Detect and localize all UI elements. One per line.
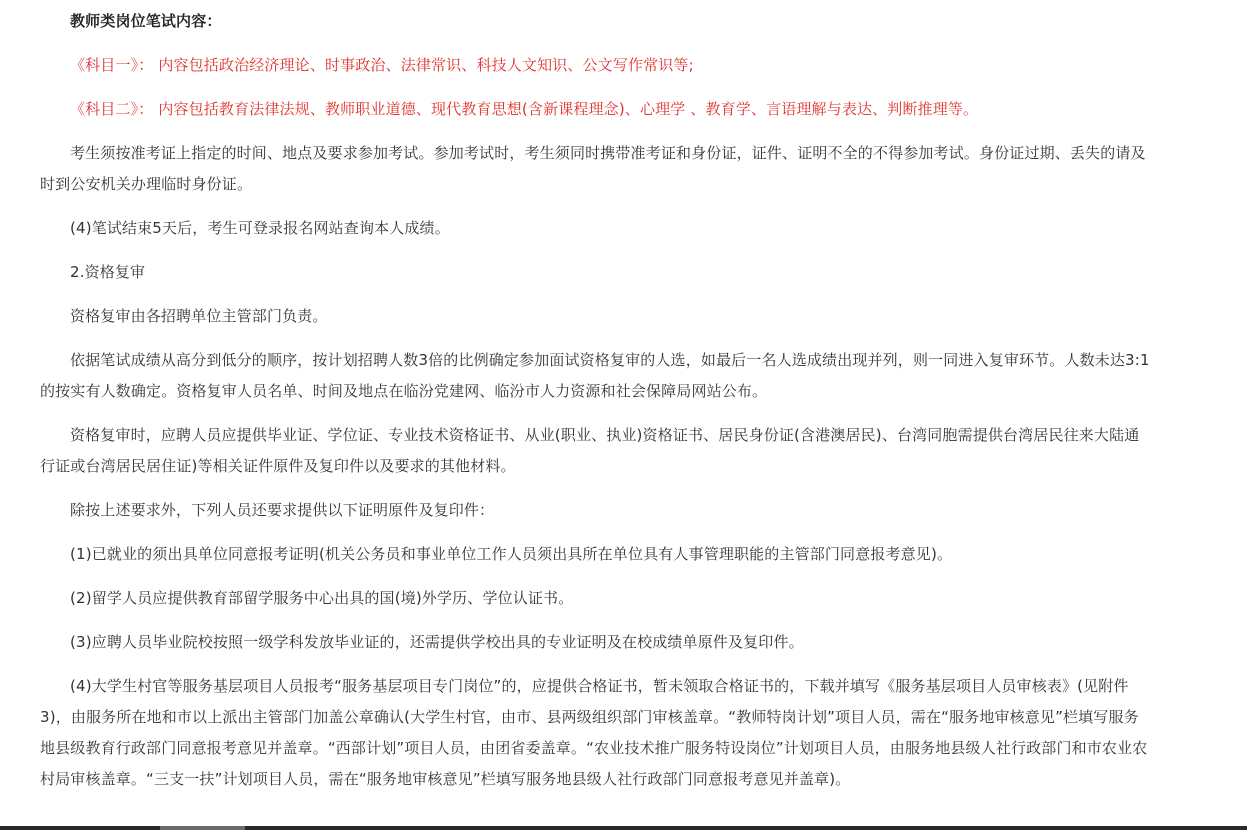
subject-one-text: 《科目一》： 内容包括政治经济理论、时事政治、法律常识、科技人文知识、公文写作常识等;: [70, 56, 694, 74]
article-body: [40, 0, 1152, 795]
list-item: (2)留学人员应提供教育部留学服务中心出具的国(境)外学历、学位认证书。: [70, 589, 574, 607]
list-item: (1)已就业的须出具单位同意报考证明(机关公务员和事业单位工作人员须出具所在单位具有人事管理职能的主管部门同意报考意见)。: [70, 545, 953, 563]
review-responsibility-paragraph: 资格复审由各招聘单位主管部门负责。: [70, 307, 328, 325]
scrollbar-thumb[interactable]: [160, 826, 245, 830]
exam-requirements-paragraph: 考生须按准考证上指定的时间、地点及要求参加考试。参加考试时，考生须同时携带准考证和身份证，证件、证明不全的不得参加考试。身份证过期、丢失的请及时到公安机关办理临时身份证。: [40, 144, 1146, 193]
review-documents-paragraph: 资格复审时，应聘人员应提供毕业证、学位证、专业技术资格证书、从业(职业、执业)资格证书、居民身份证(含港澳居民)、台湾同胞需提供台湾居民往来大陆通行证或台湾居民居住证)等相关证件原件及复印件以及要求的其他材料。: [40, 426, 1140, 475]
section-heading: 教师类岗位笔试内容：: [70, 12, 222, 30]
subject-two-text: 《科目二》： 内容包括教育法律法规、教师职业道德、现代教育思想(含新课程理念)、心理学 、教育学、言语理解与表达、判断推理等。: [70, 100, 979, 118]
score-query-paragraph: (4)笔试结束5天后，考生可登录报名网站查询本人成绩。: [70, 219, 450, 237]
horizontal-scrollbar[interactable]: [0, 826, 1247, 830]
additional-requirements-paragraph: 除按上述要求外，下列人员还要求提供以下证明原件及复印件：: [70, 501, 495, 519]
list-item: (3)应聘人员毕业院校按照一级学科发放毕业证的，还需提供学校出具的专业证明及在校成绩单原件及复印件。: [70, 633, 804, 651]
list-item: (4)大学生村官等服务基层项目人员报考“服务基层项目专门岗位”的，应提供合格证书，暂未领取合格证书的，下载并填写《服务基层项目人员审核表》(见附件3)，由服务所在地和市以上派出主管部门加盖公章确认(大学生村官，由市、县两级组织部门审核盖章。“教师特岗计划”项目人员，需在“服务地审核意见”栏填写服务地县级教育行政部门同意报考意见并盖章。“西部计划”项目人员，由团省委盖章。“农业技术推广服务特设岗位”计划项目人员，由服务地县级人社行政部门和市农业农村局审核盖章。“三支一扶”计划项目人员，需在“服务地审核意见”栏填写服务地县级人社行政部门同意报考意见并盖章)。: [40, 677, 1148, 788]
review-selection-paragraph: 依据笔试成绩从高分到低分的顺序，按计划招聘人数3倍的比例确定参加面试资格复审的人选，如最后一名人选成绩出现并列，则一同进入复审环节。人数未达3:1的按实有人数确定。资格复审人员名单、时间及地点在临汾党建网、临汾市人力资源和社会保障局网站公布。: [40, 351, 1150, 400]
qualification-review-title: 2.资格复审: [70, 263, 146, 281]
